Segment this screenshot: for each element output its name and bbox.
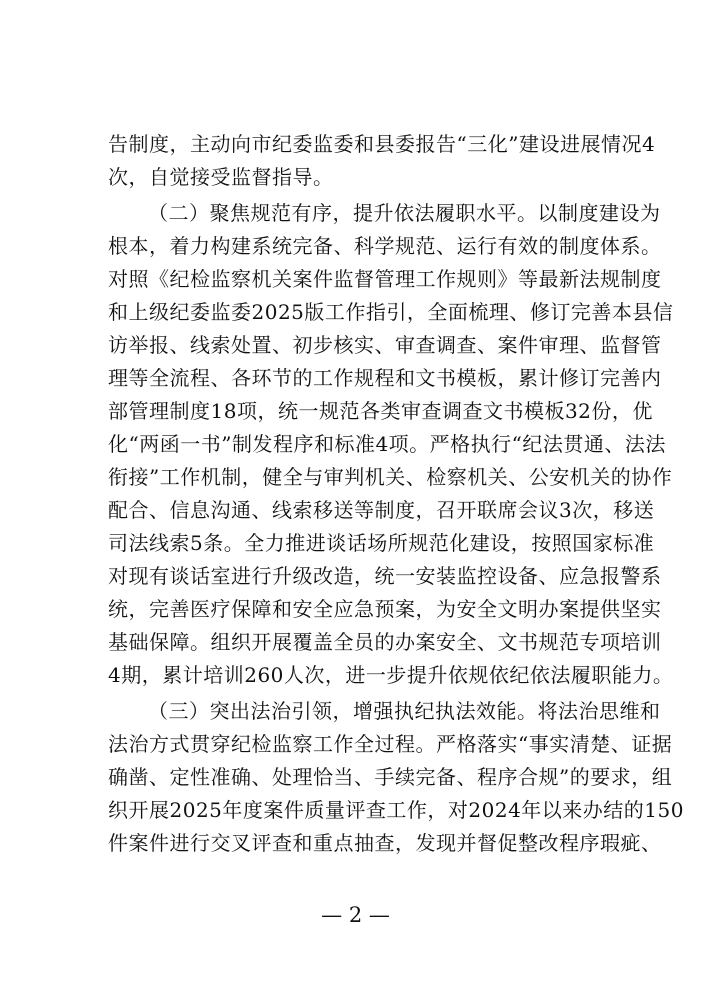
text-line: 司法线索5条。全力推进谈话场所规范化建设，按照国家标准	[108, 531, 655, 555]
paragraph-heading-line: （二）聚焦规范有序，提升依法履职水平。以制度建设为	[148, 201, 661, 225]
text-line: 基础保障。组织开展覆盖全员的办案安全、文书规范专项培训	[108, 630, 662, 654]
text-line: 确凿、定性准确、处理恰当、手续完备、程序合规”的要求，组	[108, 765, 673, 789]
text-line: 衔接”工作机制，健全与审判机关、检察机关、公安机关的协作	[108, 465, 673, 489]
text-line: 织开展2025年度案件质量评查工作，对2024年以来办结的150	[108, 798, 684, 822]
text-line: 根本，着力构建系统完备、科学规范、运行有效的制度体系。	[108, 234, 662, 258]
text-line: 告制度，主动向市纪委监委和县委报告“三化”建设进展情况4	[108, 132, 656, 156]
text-line: 对现有谈话室进行升级改造，统一安装监控设备、应急报警系	[108, 564, 662, 588]
text-line: 化“两函一书”制发程序和标准4项。严格执行“纪法贯通、法法	[108, 432, 666, 456]
text-line: 访举报、线索处置、初步核实、审查调查、案件审理、监督管	[108, 333, 662, 357]
text-line: 次，自觉接受监督指导。	[108, 165, 334, 189]
text-line: 理等全流程、各环节的工作规程和文书模板，累计修订完善内	[108, 366, 662, 390]
text-line: 4期，累计培训260人次，进一步提升依规依纪依法履职能力。	[108, 663, 674, 687]
page-number: — 2 —	[321, 903, 390, 927]
text-line: 法治方式贯穿纪检监察工作全过程。严格落实“事实清楚、证据	[108, 732, 673, 756]
text-line: 配合、信息沟通、线索移送等制度，召开联席会议3次，移送	[108, 498, 655, 522]
text-line: 对照《纪检监察机关案件监督管理工作规则》等最新法规制度	[108, 267, 662, 291]
paragraph-heading-line: （三）突出法治引领，增强执纪执法效能。将法治思维和	[148, 699, 661, 723]
text-line: 和上级纪委监委2025版工作指引，全面梳理、修订完善本县信	[108, 300, 674, 324]
text-line: 件案件进行交叉评查和重点抽查，发现并督促整改程序瑕疵、	[108, 831, 662, 855]
text-line: 部管理制度18项，统一规范各类审查调查文书模板32份，优	[108, 399, 653, 423]
text-line: 统，完善医疗保障和安全应急预案，为安全文明办案提供坚实	[108, 597, 662, 621]
